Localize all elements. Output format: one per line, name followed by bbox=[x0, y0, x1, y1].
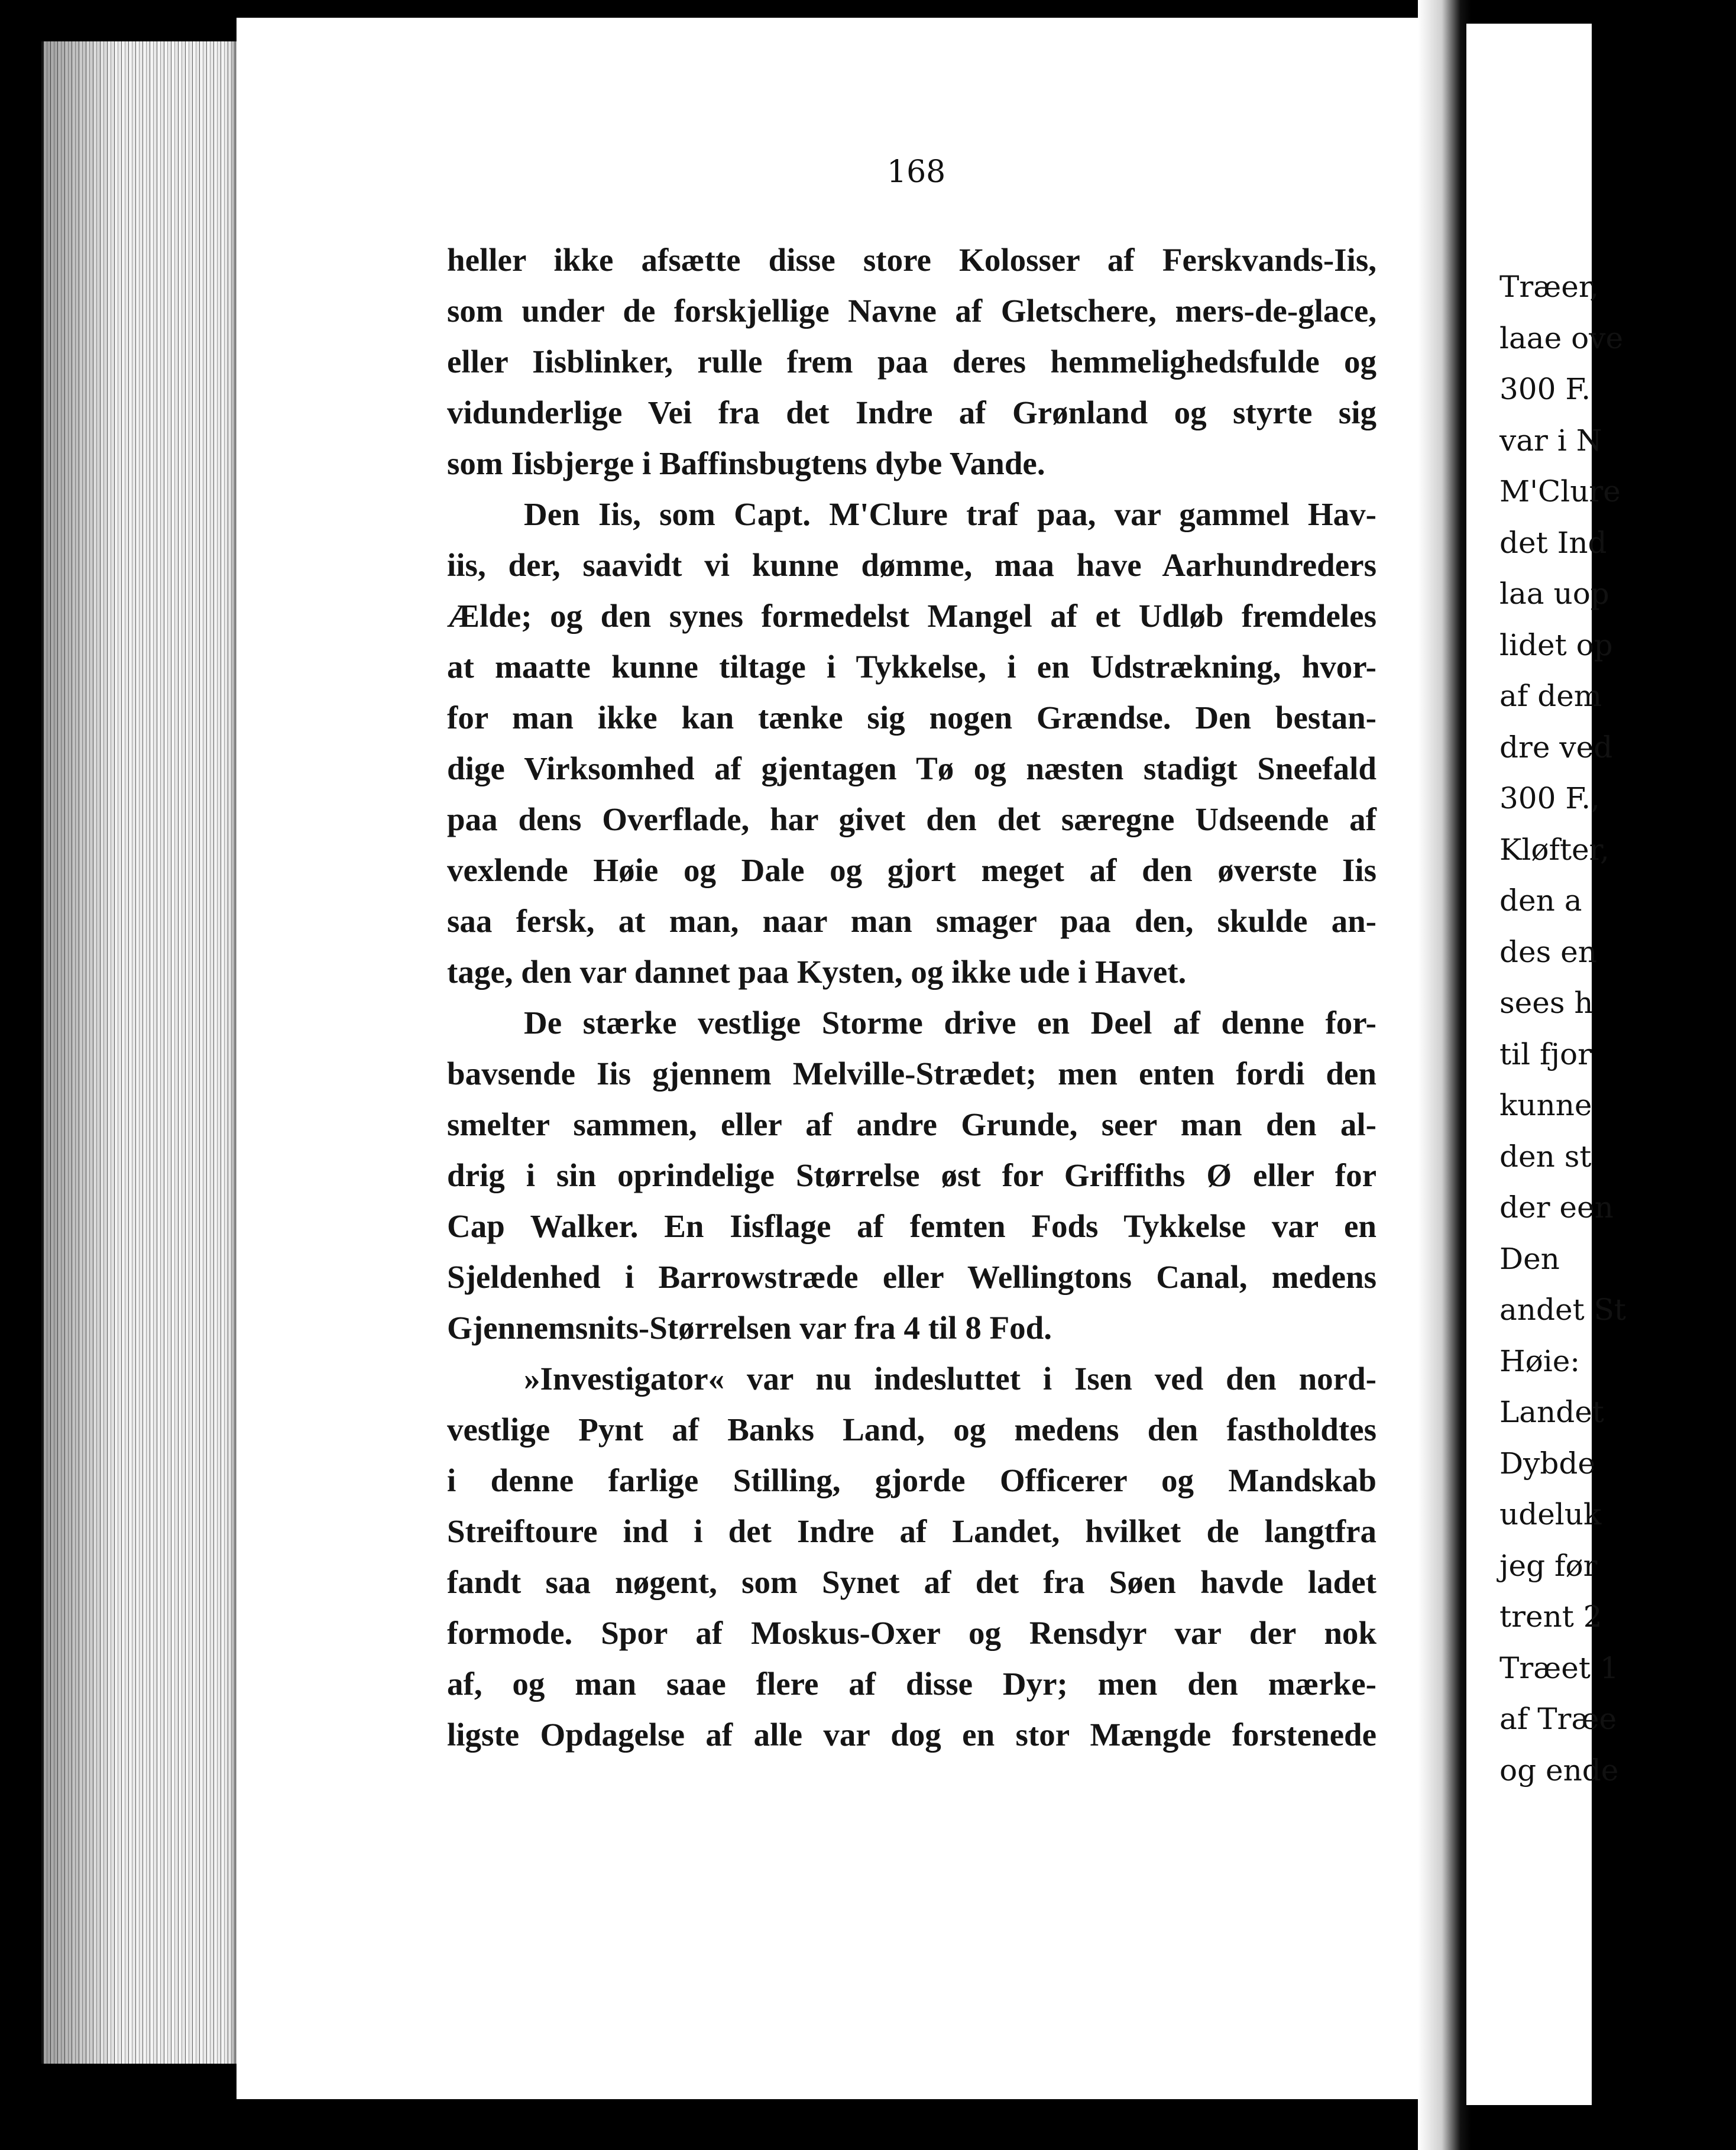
next-page-line: Træet 1 bbox=[1499, 1650, 1619, 1685]
text-line: eller Iisblinker, rulle frem paa deres hemmelighedsfulde og bbox=[447, 344, 1377, 380]
right-page-edge bbox=[1466, 24, 1626, 2105]
next-page-line: og ende bbox=[1499, 1753, 1619, 1788]
next-page-line: jeg før bbox=[1499, 1548, 1598, 1583]
text-line: bavsende Iis gjennem Melville-Strædet; men enten fordi den bbox=[447, 1055, 1377, 1092]
next-page-line: til fjor bbox=[1499, 1037, 1592, 1071]
text-line: Ælde; og den synes formedelst Mangel af et Udløb fremdeles bbox=[447, 598, 1377, 634]
text-line: iis, der, saavidt vi kunne dømme, maa have Aarhundreders bbox=[447, 547, 1377, 583]
next-page-line: den st bbox=[1499, 1139, 1592, 1174]
text-line: smelter sammen, eller af andre Grunde, seer man den al- bbox=[447, 1106, 1377, 1142]
text-line: af, og man saae flere af disse Dyr; men den mærke- bbox=[447, 1666, 1377, 1702]
text-line: De stærke vestlige Storme drive en Deel af denne for- bbox=[524, 1005, 1377, 1041]
next-page-line: trent 2 bbox=[1499, 1599, 1602, 1634]
next-page-line: dre ved bbox=[1499, 730, 1613, 765]
text-line: for man ikke kan tænke sig nogen Grændse. Den bestan- bbox=[447, 700, 1377, 736]
text-line: saa fersk, at man, naar man smager paa den, skulde an- bbox=[447, 903, 1377, 939]
text-line: drig i sin oprindelige Størrelse øst for Griffiths Ø eller for bbox=[447, 1157, 1377, 1193]
text-line: som Iisbjerge i Baffinsbugtens dybe Vande. bbox=[447, 445, 1045, 481]
text-line: tage, den var dannet paa Kysten, og ikke ude i Havet. bbox=[447, 954, 1187, 990]
text-line: formode. Spor af Moskus-Oxer og Rensdyr var der nok bbox=[447, 1615, 1377, 1651]
next-page-line: des en bbox=[1499, 934, 1597, 969]
text-line: paa dens Overflade, har givet den det særegne Udseende af bbox=[447, 801, 1377, 837]
next-page-line: M'Clure bbox=[1499, 474, 1621, 509]
text-line: vestlige Pynt af Banks Land, og medens den fastholdtes bbox=[447, 1411, 1377, 1448]
next-page-line: var i N bbox=[1499, 423, 1602, 458]
text-line: vexlende Høie og Dale og gjort meget af den øverste Iis bbox=[447, 852, 1377, 888]
text-line: som under de forskjellige Navne af Gletschere, mers-de-glace, bbox=[447, 293, 1377, 329]
text-line: vidunderlige Vei fra det Indre af Grønland og styrte sig bbox=[447, 394, 1377, 430]
next-page-line: det Ind bbox=[1499, 525, 1607, 560]
next-page-line: af dem bbox=[1499, 679, 1602, 713]
text-line: fandt saa nøgent, som Synet af det fra Søen havde ladet bbox=[447, 1564, 1377, 1600]
next-page-line: sees h bbox=[1499, 986, 1594, 1020]
next-page-line: der een bbox=[1499, 1190, 1614, 1225]
text-line: ligste Opdagelse af alle var dog en stor Mængde forstenede bbox=[447, 1717, 1377, 1753]
text-line: heller ikke afsætte disse store Kolosser af Ferskvands-Iis, bbox=[447, 242, 1377, 278]
text-line: at maatte kunne tiltage i Tykkelse, i en Udstrækning, hvor- bbox=[447, 649, 1377, 685]
next-page-line: 300 F. bbox=[1499, 372, 1591, 406]
next-page-line: Kløfter, bbox=[1499, 832, 1609, 867]
text-line: Gjennemsnits-Størrelsen var fra 4 til 8 Fod. bbox=[447, 1310, 1052, 1346]
text-line: Cap Walker. En Iisflage af femten Fods Tykkelse var en bbox=[447, 1208, 1377, 1244]
next-page-line: andet St bbox=[1499, 1293, 1626, 1327]
next-page-line: Landet bbox=[1499, 1395, 1604, 1429]
book-gutter bbox=[1418, 0, 1471, 2150]
next-page-line: af Træe bbox=[1499, 1702, 1617, 1736]
text-line: dige Virksomhed af gjentagen Tø og næsten stadigt Sneefald bbox=[447, 750, 1377, 786]
next-page-line: Høie: bbox=[1499, 1343, 1580, 1378]
next-page-line: Træer, bbox=[1499, 270, 1599, 304]
next-page-line: Den bbox=[1499, 1241, 1560, 1276]
text-line: Streiftoure ind i det Indre af Landet, hvilket de langtfra bbox=[447, 1513, 1377, 1549]
text-line: »Investigator« var nu indesluttet i Isen ved den nord- bbox=[524, 1361, 1377, 1397]
text-line: i denne farlige Stilling, gjorde Officerer og Mandskab bbox=[447, 1462, 1377, 1498]
next-page-line: kunne bbox=[1499, 1088, 1592, 1122]
text-line: Den Iis, som Capt. M'Clure traf paa, var gammel Hav- bbox=[524, 496, 1377, 532]
next-page-line: Dybde bbox=[1499, 1446, 1595, 1481]
next-page-line: lidet op bbox=[1499, 627, 1613, 662]
text-line: Sjeldenhed i Barrowstræde eller Wellingtons Canal, medens bbox=[447, 1259, 1377, 1295]
page-edges-shadow bbox=[41, 41, 118, 2064]
next-page-line: laa uop bbox=[1499, 577, 1609, 611]
next-page-line: udeluk bbox=[1499, 1497, 1602, 1531]
next-page-line: den a bbox=[1499, 883, 1582, 918]
next-page-line: 300 F., bbox=[1499, 781, 1601, 815]
next-page-line: laae ove bbox=[1499, 320, 1624, 355]
page-number: 168 bbox=[887, 154, 946, 190]
